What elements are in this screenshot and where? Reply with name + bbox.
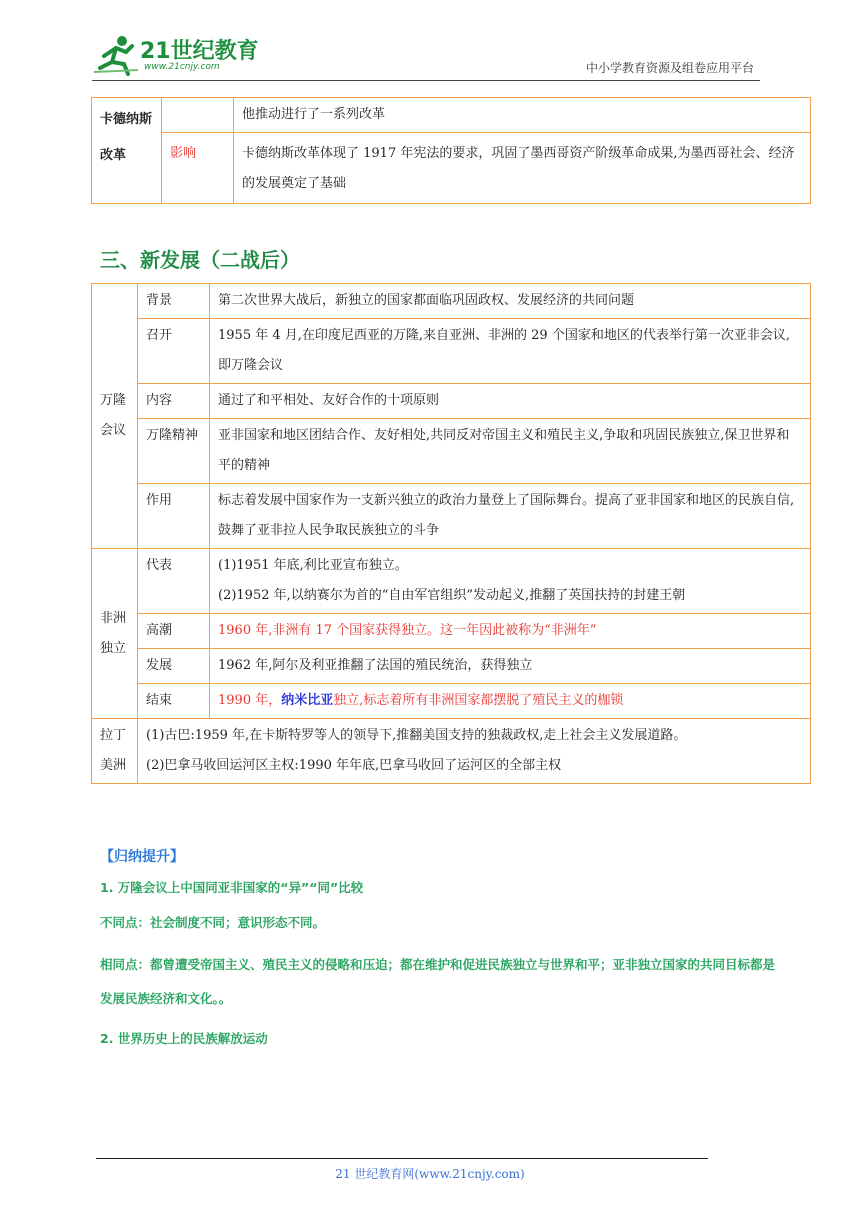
impact-text: 卡德纳斯改革体现了 1917 年宪法的要求，巩固了墨西哥资产阶级革命成果,为墨西哥社会、经济的发展奠定了基础 [234,133,811,204]
summary-point: 1. 万隆会议上中国同亚非国家的“异”“同”比较 [100,880,364,895]
bandung-text: 通过了和平相处、友好合作的十项原则 [210,384,811,419]
summary-title: 【归纳提升】 [100,849,184,865]
end-rest: 独立,标志着所有非洲国家都摆脱了殖民主义的枷锁 [333,693,624,708]
latin-line: (1)古巴:1959 年,在卡斯特罗等人的领导下,推翻美国支持的独裁政权,走上社会主义发展道路。 [146,728,687,743]
bandung-label: 内容 [138,384,210,419]
page-header [92,30,760,81]
topic-cell: 卡德纳斯改革 [92,98,162,204]
latin-text [138,719,811,784]
end-year: 1990 年， [218,693,282,708]
row1-label-cell [162,98,234,133]
bandung-label: 作用 [138,484,210,549]
bandung-text: 亚非国家和地区团结合作、友好相处,共同反对帝国主义和殖民主义,争取和巩固民族独立,保卫世界和平的精神 [210,419,811,484]
logo-url: www.21cnjy.com [144,62,220,72]
africa-rep-text [210,549,811,614]
bandung-label: 万隆精神 [138,419,210,484]
section-title: 三、新发展（二战后） [100,248,300,272]
latin-group-cell: 拉丁美洲 [92,719,138,784]
bandung-text: 1955 年 4 月,在印度尼西亚的万隆,来自亚洲、非洲的 29 个国家和地区的代表举行第一次亚非会议,即万隆会议 [210,319,811,384]
latin-line: (2)巴拿马收回运河区主权:1990 年年底,巴拿马收回了运河区的全部主权 [146,758,562,773]
footer-link[interactable]: 21 世纪教育网(www.21cnjy.com) [335,1167,525,1181]
africa-dev-label: 发展 [138,649,210,684]
summary-point: 不同点：社会制度不同；意识形态不同。 [100,915,326,930]
logo-title: 21世纪教育 [140,39,259,64]
runner-logo-icon [92,34,140,76]
bandung-text: 标志着发展中国家作为一支新兴独立的政治力量登上了国际舞台。提高了亚非国家和地区的民族自信,鼓舞了亚非拉人民争取民族独立的斗争 [210,484,811,549]
africa-peak-label: 高潮 [138,614,210,649]
summary-point: 2. 世界历史上的民族解放运动 [100,1031,268,1046]
cardenas-reform-table [91,97,811,204]
impact-label: 影响 [162,133,234,204]
africa-end-text [210,684,811,719]
row1-text: 他推动进行了一系列改革 [234,98,811,133]
platform-name: 中小学教育资源及组卷应用平台 [585,61,754,75]
africa-end-label: 结束 [138,684,210,719]
namibia: 纳米比亚 [281,693,334,708]
postwar-development-table [91,283,811,784]
bandung-label: 背景 [138,284,210,319]
summary-section [100,846,780,1064]
summary-point: 相同点：都曾遭受帝国主义、殖民主义的侵略和压迫；都在维护和促进民族独立与世界和平；亚非独立国家的共同目标都是发展民族经济和文化。。 [100,957,776,1006]
bandung-text: 第二次世界大战后，新独立的国家都面临巩固政权、发展经济的共同问题 [210,284,811,319]
africa-dev-text: 1962 年,阿尔及利亚推翻了法国的殖民统治，获得独立 [210,649,811,684]
africa-rep-label: 代表 [138,549,210,614]
africa-group-cell: 非洲独立 [92,549,138,719]
africa-rep-line: (2)1952 年,以纳赛尔为首的“自由军官组织”发动起义,推翻了英国扶持的封建王朝 [218,588,686,603]
bandung-group-cell: 万隆会议 [92,284,138,549]
africa-peak-text: 1960 年,非洲有 17 个国家获得独立。这一年因此被称为“非洲年” [210,614,811,649]
site-logo[interactable] [92,34,262,76]
bandung-label: 召开 [138,319,210,384]
footer-divider [96,1158,708,1159]
africa-rep-line: (1)1951 年底,利比亚宣布独立。 [218,558,408,573]
